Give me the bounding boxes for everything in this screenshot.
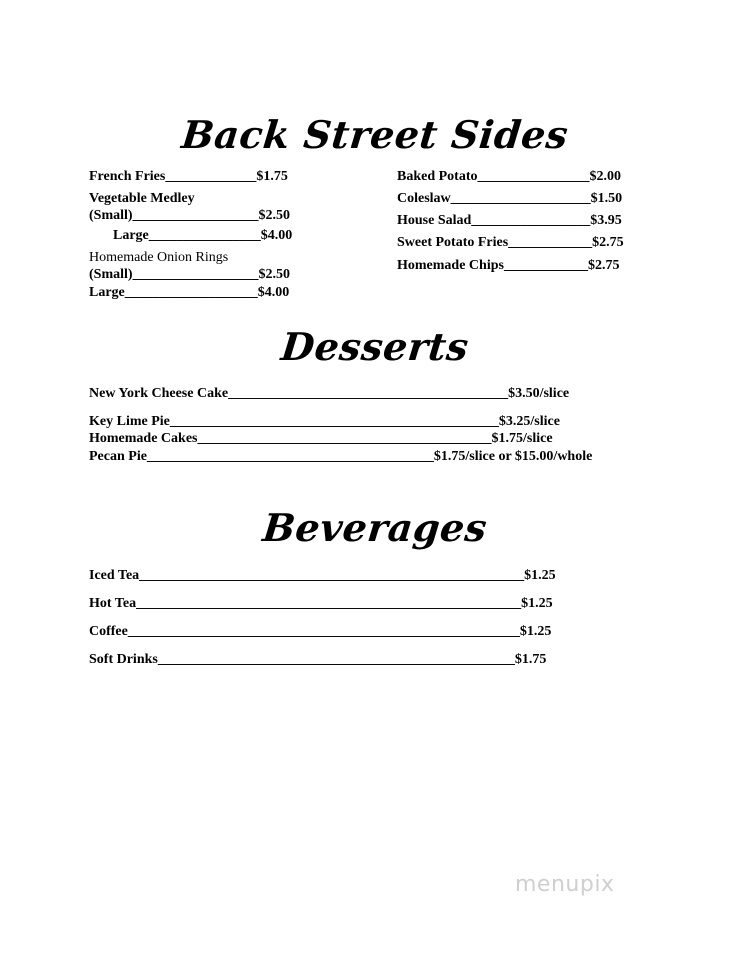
menu-line-cheese-cake: New York Cheese Cake________________________________________$3.50/slice [89, 386, 570, 401]
menu-line-veg-small: (Small)__________________$2.50 [89, 208, 291, 223]
menu-line-coffee: Coffee________________________________________________________$1.25 [89, 624, 552, 639]
menu-line-key-lime-pie: Key Lime Pie_______________________________________________$3.25/slice [89, 414, 560, 429]
menu-line-soft-drinks: Soft Drinks___________________________________________________$1.75 [89, 652, 547, 667]
menu-line-pecan-pie: Pecan Pie_________________________________________$1.75/slice or $15.00/whole [89, 449, 593, 464]
menu-line-homemade-cakes: Homemade Cakes__________________________________________$1.75/slice [89, 431, 553, 446]
beverages-heading: Beverages [260, 505, 490, 550]
menu-line-sweet-potato-fries: Sweet Potato Fries____________$2.75 [397, 235, 624, 250]
menupix-watermark: menupix [515, 872, 615, 897]
menu-line-vegetable-medley: Vegetable Medley [89, 191, 195, 206]
desserts-heading: Desserts [279, 324, 471, 369]
menu-line-baked-potato: Baked Potato________________$2.00 [397, 169, 621, 184]
menu-line-iced-tea: Iced Tea_______________________________________________________$1.25 [89, 568, 556, 583]
menu-line-hot-tea: Hot Tea_______________________________________________________$1.25 [89, 596, 553, 611]
menu-line-coleslaw: Coleslaw____________________$1.50 [397, 191, 623, 206]
menu-line-veg-large: Large________________$4.00 [113, 228, 293, 243]
menu-line-onion-small: (Small)__________________$2.50 [89, 267, 291, 282]
menu-line-house-salad: House Salad_________________$3.95 [397, 213, 622, 228]
menu-line-french-fries: French Fries_____________$1.75 [89, 169, 288, 184]
menu-line-onion-large: Large___________________$4.00 [89, 285, 290, 300]
menu-line-homemade-chips: Homemade Chips____________$2.75 [397, 258, 620, 273]
menu-line-onion-rings: Homemade Onion Rings [89, 250, 229, 265]
sides-heading: Back Street Sides [179, 112, 571, 157]
